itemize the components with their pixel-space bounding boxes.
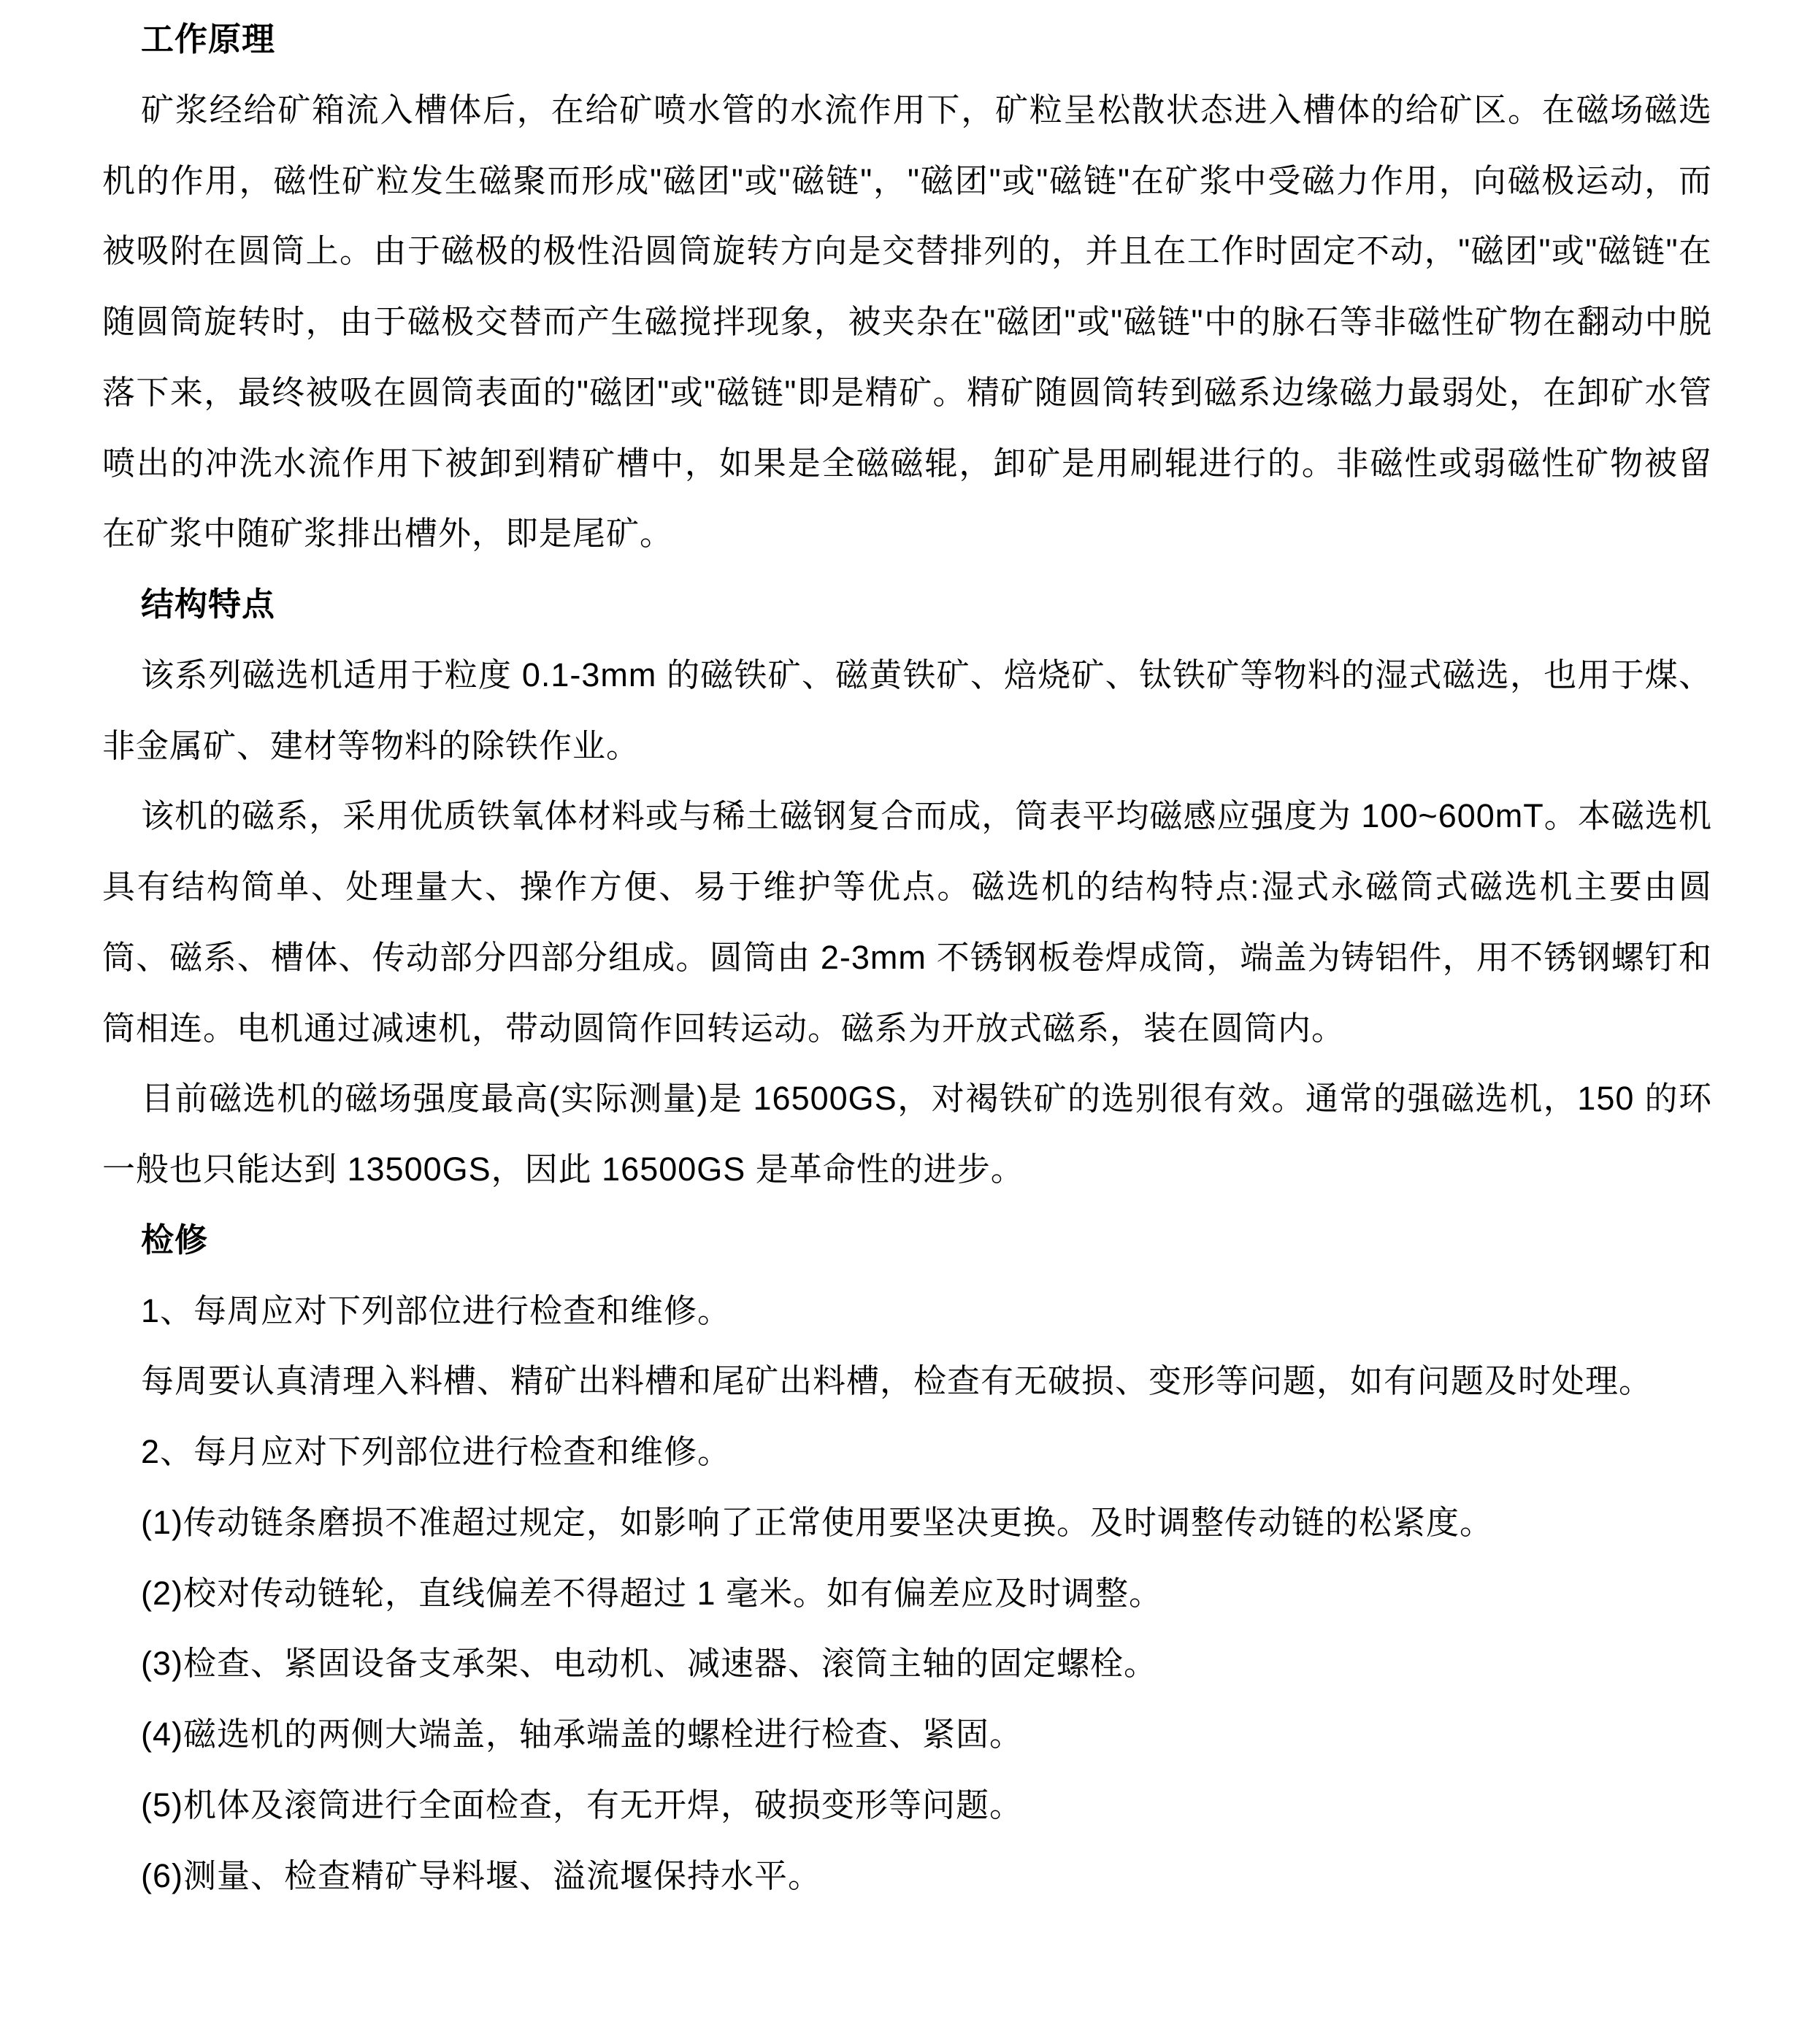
paragraph-weekly-check-title: 1、每周应对下列部位进行检查和维修。 <box>141 1291 732 1329</box>
paragraph-working-principle: 矿浆经给矿箱流入槽体后，在给矿喷水管的水流作用下，矿粒呈松散状态进入槽体的给矿区。在磁场磁选机的作用，磁性矿粒发生磁聚而形成"磁团"或"磁链"，"磁团"或"磁链"在矿浆中受磁力作用，向磁极运动，而被吸附在圆筒上。由于磁极的极性沿圆筒旋转方向是交替排列的，并且在工作时固定不动，"磁团"或"磁链"在随圆筒旋转时，由于磁极交替而产生磁搅拌现象，被夹杂在"磁团"或"磁链"中的脉石等非磁性矿物在翻动中脱落下来，最终被吸在圆筒表面的"磁团"或"磁链"即是精矿。精矿随圆筒转到磁系边缘磁力最弱处，在卸矿水管喷出的冲洗水流作用下被卸到精矿槽中，如果是全磁磁辊，卸矿是用刷辊进行的。非磁性或弱磁性矿物被留在矿浆中随矿浆排出槽外，即是尾矿。 <box>102 91 1712 553</box>
heading-structure-features: 结构特点 <box>141 585 276 623</box>
paragraph-weekly-check-detail: 每周要认真清理入料槽、精矿出料槽和尾矿出料槽，检查有无破损、变形等问题，如有问题及时处理。 <box>141 1362 1653 1400</box>
list-item-monthly-check-2: (2)校对传动链轮，直线偏差不得超过 1 毫米。如有偏差应及时调整。 <box>141 1574 1163 1612</box>
paragraph-magnetic-system: 该机的磁系，采用优质铁氧体材料或与稀土磁钢复合而成，筒表平均磁感应强度为 100~600mT。本磁选机具有结构简单、处理量大、操作方便、易于维护等优点。磁选机的结构特点:湿式永磁筒式磁选机主要由圆筒、磁系、槽体、传动部分四部分组成。圆筒由 2-3mm 不锈钢板卷焊成筒，端盖为铸铝件，用不锈钢螺钉和筒相连。电机通过减速机，带动圆筒作回转运动。磁系为开放式磁系，装在圆筒内。 <box>102 797 1712 1047</box>
list-item-monthly-check-5: (5)机体及滚筒进行全面检查，有无开焊，破损变形等问题。 <box>141 1786 1023 1824</box>
paragraph-monthly-check-title: 2、每月应对下列部位进行检查和维修。 <box>141 1433 732 1470</box>
heading-maintenance: 检修 <box>141 1221 209 1259</box>
list-item-monthly-check-6: (6)测量、检查精矿导料堰、溢流堰保持水平。 <box>141 1856 821 1894</box>
paragraph-field-strength: 目前磁选机的磁场强度最高(实际测量)是 16500GS，对褐铁矿的选别很有效。通常的强磁选机，150 的环一般也只能达到 13500GS，因此 16500GS 是革命性的进步。 <box>102 1080 1712 1188</box>
list-item-monthly-check-1: (1)传动链条磨损不准超过规定，如影响了正常使用要坚决更换。及时调整传动链的松紧度。 <box>141 1503 1494 1541</box>
heading-working-principle: 工作原理 <box>141 20 276 58</box>
list-item-monthly-check-3: (3)检查、紧固设备支承架、电动机、减速器、滚筒主轴的固定螺栓。 <box>141 1645 1157 1683</box>
paragraph-application-range: 该系列磁选机适用于粒度 0.1-3mm 的磁铁矿、磁黄铁矿、焙烧矿、钛铁矿等物料的湿式磁选，也用于煤、非金属矿、建材等物料的除铁作业。 <box>102 656 1712 764</box>
list-item-monthly-check-4: (4)磁选机的两侧大端盖，轴承端盖的螺栓进行检查、紧固。 <box>141 1716 1023 1753</box>
